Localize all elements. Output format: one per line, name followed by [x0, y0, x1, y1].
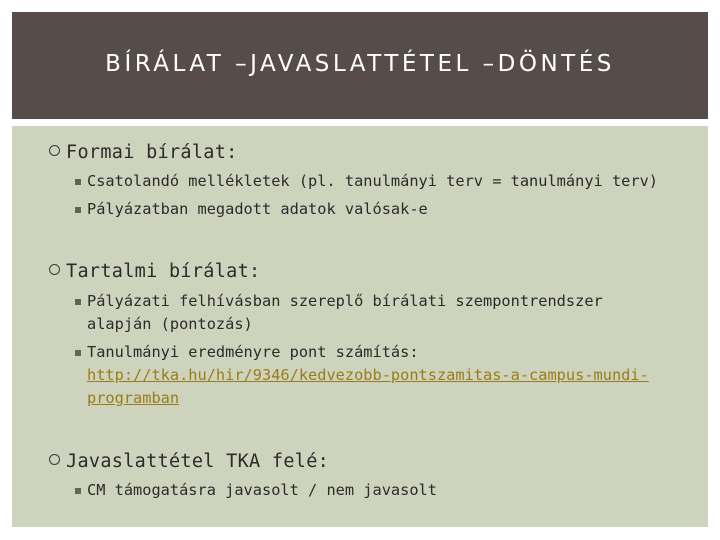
square-bullet-icon	[75, 299, 81, 305]
section-heading-label: Javaslattétel TKA felé:	[66, 450, 330, 472]
bullet-list	[12, 290, 708, 410]
ring-bullet-icon	[49, 454, 60, 465]
list-item-text: Csatolandó mellékletek (pl. tanulmányi terv = tanulmányi terv)	[87, 172, 658, 190]
content-panel	[12, 126, 708, 527]
list-item-text: Pályázatban megadott adatok valósak-e	[87, 200, 428, 218]
list-item-text: CM támogatásra javasolt / nem javasolt	[87, 481, 437, 499]
list-item	[12, 290, 708, 336]
ring-bullet-icon	[49, 264, 60, 275]
list-item	[12, 341, 708, 410]
square-bullet-icon	[75, 488, 81, 494]
bullet-list	[12, 479, 708, 502]
list-item-text: Pályázati felhívásban szereplő bírálati szempontrendszer alapján (pontozás)	[87, 292, 603, 333]
section-heading-label: Formai bírálat:	[66, 141, 238, 163]
square-bullet-icon	[75, 179, 81, 185]
tka-news-link[interactable]: http://tka.hu/hir/9346/kedvezobb-pontszamitas-a-campus-mundi-programban	[87, 366, 649, 407]
list-item	[12, 170, 708, 193]
section-recommendation	[12, 446, 708, 502]
section-heading	[12, 446, 708, 476]
title-bar	[12, 12, 708, 119]
ring-bullet-icon	[49, 145, 60, 156]
slide-title: BÍRÁLAT –JAVASLATTÉTEL –DÖNTÉS	[105, 50, 615, 77]
section-heading	[12, 137, 708, 167]
list-item	[12, 479, 708, 502]
square-bullet-icon	[75, 207, 81, 213]
list-item-text: Tanulmányi eredményre pont számítás:	[87, 343, 419, 361]
section-heading	[12, 256, 708, 286]
section-formal-review	[12, 137, 708, 221]
section-content-review	[12, 256, 708, 410]
list-item	[12, 198, 708, 221]
bullet-list	[12, 170, 708, 221]
section-heading-label: Tartalmi bírálat:	[66, 260, 261, 282]
square-bullet-icon	[75, 350, 81, 356]
